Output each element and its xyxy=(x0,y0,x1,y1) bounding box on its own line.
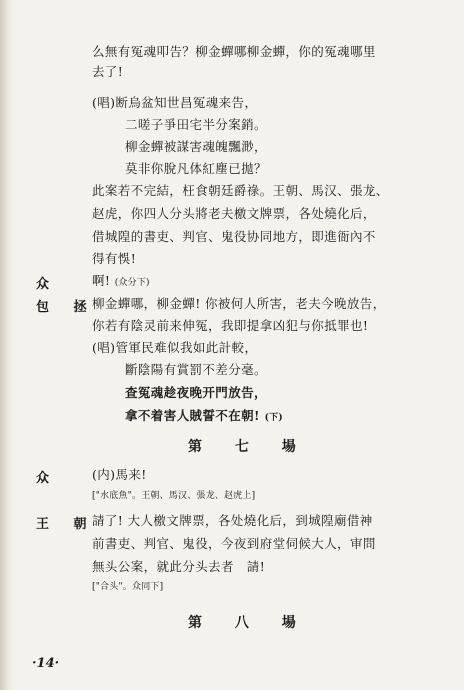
dialogue-line xyxy=(92,273,150,289)
scene-heading: 第 七 場 xyxy=(188,439,310,455)
dialogue-line: 無头公案，就此分头去者 請! xyxy=(92,559,266,574)
stage-direction: (下) xyxy=(264,413,283,423)
sung-line: 查冤魂趁夜晚开門放告， xyxy=(125,385,267,400)
sung-line: 斷陰陽有賞罰不差分毫。 xyxy=(125,362,267,377)
dialogue-line: 去了! xyxy=(92,64,124,79)
stage-direction: ["合头"。众同下] xyxy=(92,582,164,592)
speaker-label: 众 xyxy=(36,277,60,292)
scan-shadow-edge xyxy=(0,0,14,690)
dialogue-line: 前書吏、判官、鬼役，今夜到府堂伺候大人，审問 xyxy=(92,536,376,551)
sung-text: 拿不着害人賊誓不在朝! xyxy=(125,408,260,423)
sung-line: (唱)管軍民难似我如此計較， xyxy=(92,340,258,355)
sung-line: 莫非你脫凡体紅塵已拋？ xyxy=(125,161,267,176)
speaker-label: 包 拯 xyxy=(36,300,97,315)
sung-line: (唱)断烏盆知世昌冤魂来告， xyxy=(92,95,258,110)
dialogue-line: 柳金蟬哪，柳金蟬! 你被何人所害，老夫今晚放告， xyxy=(92,296,386,311)
sung-line: 柳金蟬被謀害魂魄飄渺， xyxy=(125,139,267,154)
dialogue-line: 此案若不完結，枉食朝廷爵祿。王朝、馬汉、張龙、 xyxy=(92,183,389,198)
dialogue-line: 得有悞! xyxy=(92,251,137,266)
page-number: ·14· xyxy=(32,656,60,671)
speaker-label: 众 xyxy=(36,471,60,486)
scene-heading: 第 八 場 xyxy=(188,615,310,631)
dialogue-line: 你若有陰灵前来伸冤，我即提拿凶犯与你抵罪也! xyxy=(92,318,369,333)
dialogue-line: 請了! 大人檄文牌票，各处燒化后，到城隍廟借神 xyxy=(92,513,373,528)
dialogue-line: 借城隍的書吏、判官、鬼役协同地方，即進衙內不 xyxy=(92,229,376,244)
sung-line: 二嗟子爭田宅半分案銷。 xyxy=(125,117,267,132)
sung-line xyxy=(125,408,283,424)
dialogue-line: (内)馬来! xyxy=(92,467,147,482)
speaker-label: 王 朝 xyxy=(36,517,97,532)
dialogue-line: 么無有冤魂叩告？柳金蟬哪柳金蟬，你的冤魂哪里 xyxy=(92,44,376,59)
dialogue-line: 赵虎，你四人分头將老夫檄文牌票，各处燒化后， xyxy=(92,206,376,221)
stage-direction: (众分下) xyxy=(114,278,150,288)
stage-direction: ["水底魚"。王朝、馬汉、張龙、赵虎上] xyxy=(92,491,256,501)
dialogue-text: 啊! xyxy=(92,273,111,288)
